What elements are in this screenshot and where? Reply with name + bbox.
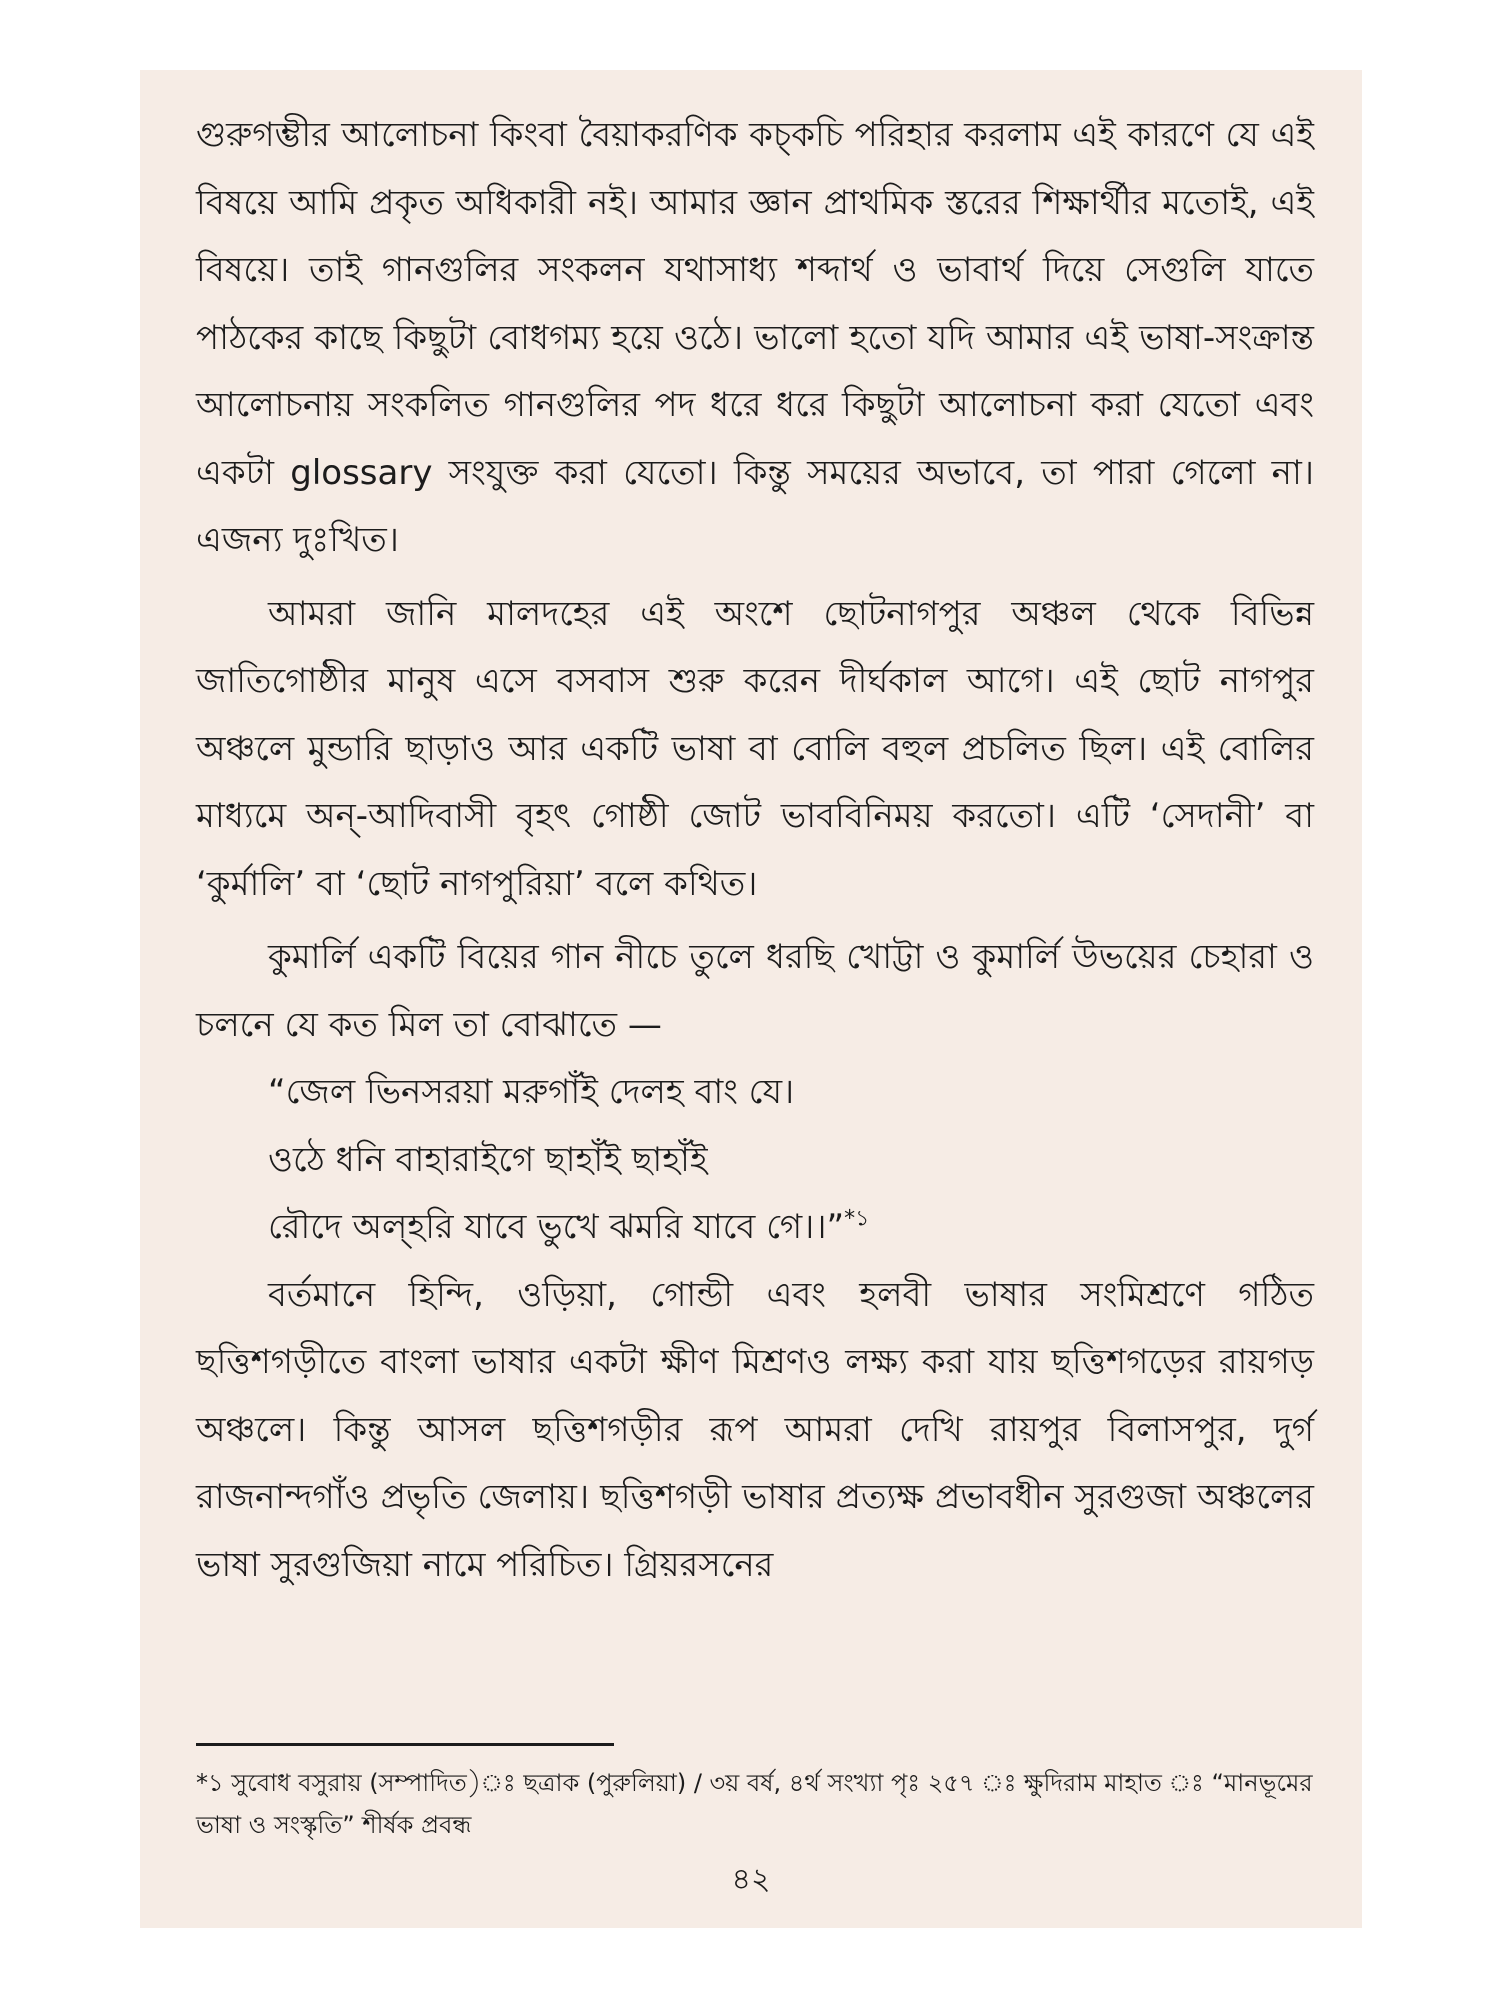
page-number: ৪২ <box>731 1862 771 1897</box>
verse-line-1: “জেল ভিনসরয়া মরুগাঁই দেলহ বাং যে। <box>268 1072 795 1112</box>
footnote-reference: *১ <box>844 1206 870 1232</box>
verse-line-3-text: রৌদে অল্‌হরি যাবে ভুখে ঝমরি যাবে গে।।” <box>268 1207 845 1247</box>
footnote <box>196 1762 1314 1846</box>
paragraph-1: গুরুগম্ভীর আলোচনা কিংবা বৈয়াকরণিক কচ্‌কচি পরিহার করলাম এই কারণে যে এই বিষয়ে আমি প্রকৃত অধিকারী নই। আমার জ্ঞান প্রাথমিক স্তরের শিক্ষার্থীর মতোই, এই বিষয়ে। তাই গানগুলির সংকলন যথাসাধ্য শব্দার্থ ও ভাবার্থ দিয়ে সেগুলি যাতে পাঠকের কাছে কিছুটা বোধগম্য হয়ে ওঠে। ভালো হতো যদি আমার এই ভাষা-সংক্রান্ত আলোচনায় সংকলিত গানগুলির পদ ধরে ধরে কিছুটা আলোচনা করা যেতো এবং একটা glossary সংযুক্ত করা যেতো। কিন্তু সময়ের অভাবে, তা পারা গেলো না। এজন্য দুঃখিত। <box>196 115 1314 560</box>
paragraph-2: আমরা জানি মালদহের এই অংশে ছোটনাগপুর অঞ্চল থেকে বিভিন্ন জাতিগোষ্ঠীর মানুষ এসে বসবাস শুরু করেন দীর্ঘকাল আগে। এই ছোট নাগপুর অঞ্চলে মুন্ডারি ছাড়াও আর একটি ভাষা বা বোলি বহুল প্রচলিত ছিল। এই বোলির মাধ্যমে অন্‌-আদিবাসী বৃহৎ গোষ্ঠী জোট ভাববিনিময় করতো। এটি ‘সেদানী’ বা ‘কুর্মালি’ বা ‘ছোট নাগপুরিয়া’ বলে কথিত। <box>196 593 1314 904</box>
paragraph-3: কুমার্লি একটি বিয়ের গান নীচে তুলে ধরছি খোট্টা ও কুমার্লি উভয়ের চেহারা ও চলনে যে কত মিল তা বোঝাতে — <box>196 937 1314 1045</box>
footnote-marker: *১ <box>196 1769 224 1797</box>
body-text <box>196 102 1314 1599</box>
footnote-divider <box>196 1743 614 1746</box>
verse-line-2: ওঠে ধনি বাহারাইগে ছাহাঁই ছাহাঁই <box>268 1139 708 1180</box>
paragraph-4: বর্তমানে হিন্দি, ওড়িয়া, গোন্ডী এবং হলবী ভাষার সংমিশ্রণে গঠিত ছত্তিশগড়ীতে বাংলা ভাষার একটা ক্ষীণ মিশ্রণও লক্ষ্য করা যায় ছত্তিশগড়ের রায়গড় অঞ্চলে। কিন্তু আসল ছত্তিশগড়ীর রূপ আমরা দেখি রায়পুর বিলাসপুর, দুর্গ রাজনান্দগাঁও প্রভৃতি জেলায়। ছত্তিশগড়ী ভাষার প্রত্যক্ষ প্রভাবধীন সুরগুজা অঞ্চলের ভাষা সুরগুজিয়া নামে পরিচিত। গ্রিয়রসনের <box>196 1274 1314 1585</box>
book-page <box>140 70 1362 1928</box>
footnote-text: সুবোধ বসুরায় (সম্পাদিত)ঃ ছত্রাক (পুরুলিয়া) / ৩য় বর্ষ, ৪র্থ সংখ্যা পৃঃ ২৫৭ ঃ ক্ষুদিরাম মাহাত ঃ “মানভূমের ভাষা ও সংস্কৃতি” শীর্ষক প্রবন্ধ <box>196 1769 1313 1839</box>
song-verse <box>196 1059 1314 1262</box>
verse-line-3 <box>268 1194 1314 1262</box>
